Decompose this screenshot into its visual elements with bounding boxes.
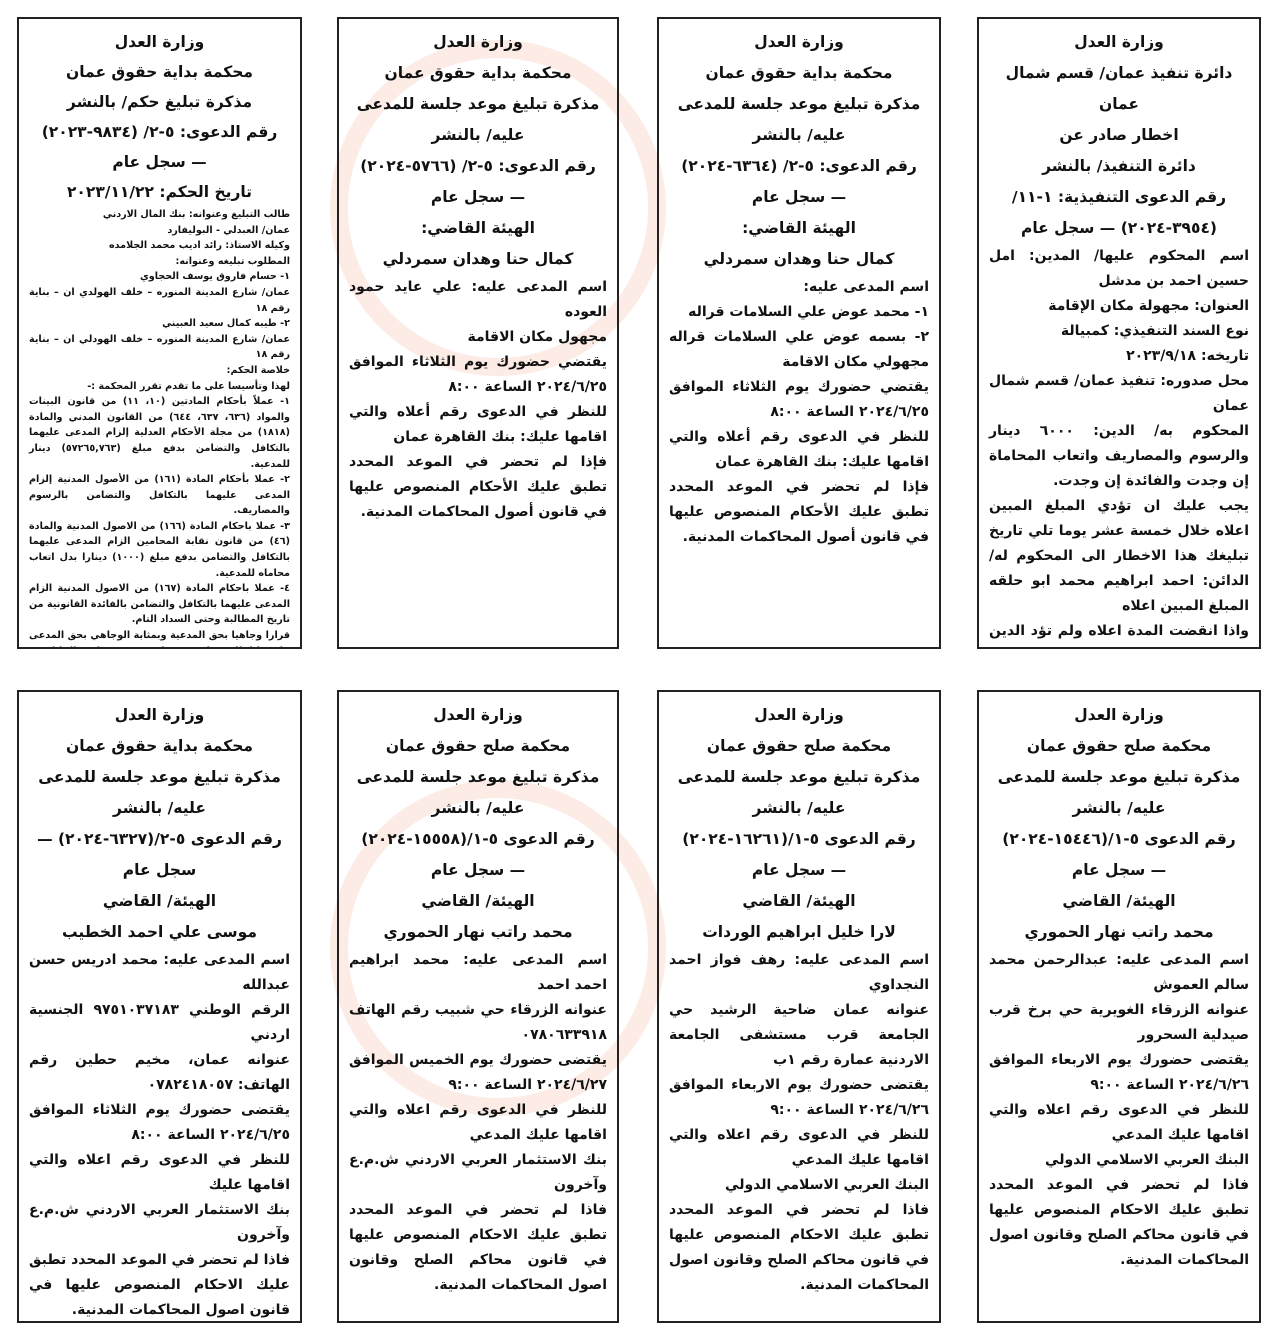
notice-heading-line: مذكرة تبليغ موعد جلسة للمدعى — [356, 768, 600, 786]
notice-heading-line: عليه/ بالنشر — [752, 126, 846, 144]
notice-body-paragraph: طالب التبليغ وعنوانه: بنك المال الاردني — [102, 209, 290, 220]
notice-body-paragraph: للنظر في الدعوى رقم أعلاه والتي اقامها عليك: بنك القاهرة عمان — [349, 404, 607, 445]
notice-heading-line: محكمة بداية حقوق عمان — [705, 64, 893, 82]
notice-heading-line: مذكرة تبليغ موعد جلسة للمدعى — [997, 768, 1241, 786]
notice-heading-line: مذكرة تبليغ موعد جلسة للمدعى — [38, 768, 281, 786]
notice-heading-line: وزارة العدل — [1074, 33, 1164, 51]
notice-body-paragraph: اسم المدعى عليه: محمد ابراهيم احمد احمد — [349, 952, 607, 993]
notice-heading-line: الهيئة/ القاضي — [421, 892, 535, 910]
notice-body-paragraph: البنك العربي الاسلامي الدولي — [1045, 1152, 1249, 1168]
notice-heading-line: — سجل عام — [430, 861, 526, 879]
legal-notice — [977, 17, 1261, 649]
notice-body-paragraph: فاذا لم تحضر في الموعد المحدد تطبق عليك الاحكام المنصوص عليها في قانون محاكم الصلح وقانون اصول المحاكمات المدنية. — [989, 1177, 1249, 1268]
notice-body-paragraph: فاذا لم تحضر في الموعد المحدد تطبق عليك الاحكام المنصوص عليها في قانون محاكم الصلح وقانون اصول المحاكمات المدنية. — [349, 1202, 607, 1293]
notice-body-paragraph: ٤- عملا باحكام المادة (١٦٧) من الاصول المدنية الزام المدعى عليهما بالتكافل والتضامن بالفائدة القانونية من تاريخ المطالبة وحتى السداد التام. — [29, 583, 290, 626]
notice-heading-line: (٣٩٥٤-٢٠٢٤) — سجل عام — [1020, 219, 1217, 237]
legal-notice — [337, 17, 619, 649]
notice-body-paragraph: مجهول مكان الاقامة — [467, 329, 607, 345]
notice-heading-line: محكمة صلح حقوق عمان — [706, 737, 892, 755]
notice-body-paragraph: فإذا لم تحضر في الموعد المحدد تطبق عليك الأحكام المنصوص عليها في قانون أصول المحاكمات المدنية. — [669, 479, 929, 545]
notice-heading-line: الهيئة/ القاضي — [742, 892, 856, 910]
notice-body-paragraph: اسم المدعى عليه: عبدالرحمن محمد سالم العموش — [989, 952, 1249, 993]
notice-heading-line: — سجل عام — [751, 861, 847, 879]
notice-heading-line: لارا خليل ابراهيم الوردات — [702, 923, 896, 941]
notice-heading-line: رقم الدعوى: ٥-٢/ (٥٧٦٦-٢٠٢٤) — [360, 157, 596, 175]
notice-heading-line: سجل عام — [122, 861, 197, 879]
notice-body-paragraph: عنوانه الزرقاء حي شبيب رقم الهاتف ٠٧٨٠٦٣٣٩١٨ — [349, 1002, 607, 1043]
notice-body-paragraph: فاذا لم تحضر في الموعد المحدد تطبق عليك الاحكام المنصوص عليها في قانون محاكم الصلح وقانون اصول المحاكمات المدنية. — [669, 1202, 929, 1293]
notice-heading-line: مذكرة تبليغ موعد جلسة للمدعى — [677, 95, 921, 113]
notice-body-paragraph: بنك الاستثمار العربي الاردني ش.م.ع وآخرون — [29, 1202, 290, 1243]
notice-heading-line: رقم الدعوى ٥-١/(١٥٤٤٦-٢٠٢٤) — [1002, 830, 1236, 848]
notice-body-paragraph: للنظر في الدعوى رقم اعلاه والتي اقامها عليك — [29, 1152, 290, 1193]
notice-body-paragraph: يقتضى حضورك يوم الاربعاء الموافق ٢٠٢٤/٦/٢٦ الساعة ٩:٠٠ — [989, 1052, 1249, 1093]
notice-heading-line: رقم الدعوى: ٥-٢/ (٩٨٣٤-٢٠٢٣) — [41, 123, 278, 141]
notice-body-paragraph: الرقم الوطني ٩٧٥١٠٣٧١٨٣ الجنسية اردني — [29, 1002, 290, 1043]
notice-body-paragraph: فإذا لم تحضر في الموعد المحدد تطبق عليك الأحكام المنصوص عليها في قانون أصول المحاكمات المدنية. — [349, 454, 607, 520]
notice-heading-line: محكمة بداية حقوق عمان — [384, 64, 572, 82]
notice-body-paragraph: المطلوب تبليغه وعنوانه: — [175, 255, 290, 267]
notice-body-paragraph: محل صدوره: تنفيذ عمان/ قسم شمال عمان — [989, 373, 1249, 414]
notice-body-paragraph: فاذا لم تحضر في الموعد المحدد تطبق عليك الاحكام المنصوص عليها في قانون اصول المحاكمات المدنية. — [29, 1252, 290, 1318]
notice-heading-line: الهيئة/ القاضي — [102, 892, 217, 910]
notice-body-paragraph: خلاصة الحكم: — [226, 364, 290, 376]
notice-body-paragraph: للنظر في الدعوى رقم أعلاه والتي اقامها عليك: بنك القاهرة عمان — [669, 429, 929, 470]
notice-heading-line: موسى علي احمد الخطيب — [62, 923, 257, 941]
notice-body-paragraph: يقتضى حضورك يوم الخميس الموافق ٢٠٢٤/٦/٢٧ الساعة ٩:٠٠ — [349, 1052, 607, 1093]
notice-body-paragraph: اسم المحكوم عليها/ المدين: امل حسين احمد بن مدشل — [989, 248, 1249, 289]
notice-heading-line: رقم الدعوى التنفيذية: ١-١١/ — [1011, 188, 1227, 206]
notice-heading-line: رقم الدعوى ٥-١/(١٦٢٦١-٢٠٢٤) — [682, 830, 916, 848]
notice-body-paragraph: للنظر في الدعوى رقم اعلاه والتي اقامها عليك المدعي — [349, 1102, 607, 1143]
notice-body-paragraph: ١- محمد عوض علي السلامات قراله — [688, 304, 929, 320]
notice-heading-line: محمد راتب نهار الحموري — [1024, 923, 1214, 941]
notice-heading-line: — سجل عام — [751, 188, 847, 206]
notice-heading-line: الهيئة القاضي: — [421, 219, 535, 237]
notice-body-paragraph: عنوانه عمان، مخيم حطين رقم الهاتف: ٠٧٨٢٤١٨٠٥٧ — [29, 1052, 290, 1093]
notice-body-paragraph: البنك العربي الاسلامي الدولي — [725, 1177, 929, 1193]
notice-heading-line: عليه/ بالنشر — [431, 126, 525, 144]
notice-body-paragraph: لهذا وتأسيسا على ما تقدم تقرر المحكمة :- — [87, 380, 290, 392]
legal-notice — [657, 690, 941, 1323]
notice-heading-line: محمد راتب نهار الحموري — [383, 923, 573, 941]
notice-heading-line: وزارة العدل — [114, 33, 205, 51]
notice-body-paragraph: ٢- عملا بأحكام المادة (١٦١) من الأصول المدنية إلزام المدعى عليهما بالتكافل والتضامن بالرسوم والمصاريف. — [29, 474, 290, 517]
notice-heading-line: عليه/ بالنشر — [1072, 799, 1166, 817]
notice-body-paragraph: العنوان: مجهولة مكان الإقامة — [1048, 298, 1249, 314]
notice-heading-line: عليه/ بالنشر — [752, 799, 846, 817]
notice-body-paragraph: واذا انقضت المدة اعلاه ولم تؤد الدين — [989, 623, 1249, 639]
notice-heading-line: وزارة العدل — [433, 33, 523, 51]
notice-body-paragraph: تاريخه: ٢٠٢٣/٩/١٨ — [1126, 348, 1249, 364]
notice-body-paragraph: عمان/ العبدلي - البوليفارد — [167, 224, 290, 236]
notice-heading-line: كمال حنا وهدان سمردلي — [382, 250, 574, 268]
legal-notice — [657, 17, 941, 649]
notice-body-paragraph: نوع السند التنفيذي: كمبيالة — [1060, 323, 1249, 339]
legal-notice — [977, 690, 1261, 1323]
notice-heading-line: دائرة التنفيذ/ بالنشر — [1042, 157, 1196, 175]
notice-body-paragraph: يجب عليك ان تؤدي المبلغ المبين اعلاه خلال خمسة عشر يوما تلي تاريخ تبليغك هذا الاخطار الى المحكوم له/ الدائن: احمد ابراهيم محمد ابو حلقه المبلغ المبين اعلاه — [989, 498, 1249, 614]
notice-body-paragraph: يقتضي حضورك يوم الثلاثاء الموافق ٢٠٢٤/٦/٢٥ الساعة ٨:٠٠ — [349, 354, 607, 395]
notice-heading-line: الهيئة/ القاضي — [1062, 892, 1176, 910]
notice-body-paragraph: اسم المدعى عليه: علي عايد حمود العوده — [349, 279, 607, 320]
notice-heading-line: — سجل عام — [112, 153, 207, 171]
notice-heading-line: مذكرة تبليغ حكم/ بالنشر — [66, 93, 253, 111]
notice-heading-line: وزارة العدل — [114, 706, 205, 724]
notice-heading-line: مذكرة تبليغ موعد جلسة للمدعى — [677, 768, 921, 786]
notice-body-paragraph: بنك الاستثمار العربي الاردني ش.م.ع وآخرون — [349, 1152, 607, 1193]
notice-body-paragraph: ٣- عملا باحكام المادة (١٦٦) من الاصول المدنية والمادة (٤٦) من قانون نقابة المحامين الزام المدعى عليهما بالتكافل والتضامن بدفع مبلغ (١٠٠٠) دينارا بدل اتعاب محاماه للمدعية. — [29, 520, 291, 579]
legal-notice — [17, 17, 302, 649]
legal-notice — [17, 690, 302, 1323]
notice-body-paragraph: ١- عملاً بأحكام المادتين (١٠، ١١) من قانون البينات والمواد (٦٣٦، ٦٣٧، ٦٤٤) من القانون المدني والمادة (١٨١٨) من مجلة الأحكام العدلية إلزام المدعى عليهما بالتكافل والتضامن بدفع مبلغ (٥٧٢٦٥,٧٦٣) دينار للمدعية. — [29, 396, 291, 470]
notice-heading-line: وزارة العدل — [1074, 706, 1164, 724]
notice-body-paragraph: للنظر في الدعوى رقم اعلاه والتي اقامها عليك المدعي — [989, 1102, 1249, 1143]
notice-heading-line: دائرة تنفيذ عمان/ قسم شمال عمان — [1005, 64, 1233, 113]
notice-body-paragraph: اسم المدعى عليه: — [803, 279, 929, 295]
notice-heading-line: رقم الدعوى ٥-١/(١٥٥٥٨-٢٠٢٤) — [361, 830, 595, 848]
notice-heading-line: محكمة بداية حقوق عمان — [66, 63, 253, 81]
notice-body-paragraph: قرارا وجاهيا بحق المدعية وبمثابة الوجاهي بحق المدعى — [29, 630, 290, 642]
notice-heading-line: مذكرة تبليغ موعد جلسة للمدعى — [356, 95, 600, 113]
notice-heading-line: الهيئة القاضي: — [742, 219, 856, 237]
notice-heading-line: كمال حنا وهدان سمردلي — [703, 250, 895, 268]
notice-heading-line: تاريخ الحكم: ٢٠٢٣/١١/٢٢ — [66, 183, 253, 201]
notice-heading-line: رقم الدعوى: ٥-٢/ (٦٣٦٤-٢٠٢٤) — [681, 157, 917, 175]
legal-notice — [337, 690, 619, 1323]
notice-body-paragraph: اسم المدعى عليه: رهف فواز احمد النجداوي — [669, 952, 929, 993]
notice-heading-line: وزارة العدل — [433, 706, 523, 724]
notice-heading-line: محكمة صلح حقوق عمان — [385, 737, 571, 755]
notice-body-paragraph: عنوانه عمان ضاحية الرشيد حي الجامعة قرب مستشفى الجامعة الاردنية عمارة رقم ١ب — [669, 1002, 929, 1068]
notice-heading-line: — سجل عام — [430, 188, 526, 206]
notice-heading-line: — سجل عام — [1071, 861, 1167, 879]
notice-body-paragraph: وكيله الاستاذ: رائد اديب محمد الجلامده — [108, 240, 290, 252]
notice-heading-line: محكمة صلح حقوق عمان — [1026, 737, 1212, 755]
notice-heading-line: اخطار صادر عن — [1059, 126, 1179, 144]
notice-body-paragraph: عمان/ شارع المدينة المنوره – خلف الهودلي ان – بناية رقم ١٨ — [29, 333, 290, 361]
notice-body-paragraph: اسم المدعى عليه: محمد ادريس حسن عبدالله — [29, 952, 290, 993]
notice-body-paragraph: يقتضي حضورك يوم الثلاثاء الموافق ٢٠٢٤/٦/٢٥ الساعة ٨:٠٠ — [669, 379, 929, 420]
notice-heading-line: محكمة بداية حقوق عمان — [66, 737, 253, 755]
notice-heading-line: رقم الدعوى ٥-٢/(٦٣٢٧-٢٠٢٤) — — [37, 830, 282, 848]
notice-body-paragraph: يقتضى حضورك يوم الاربعاء الموافق ٢٠٢٤/٦/٢٦ الساعة ٩:٠٠ — [669, 1077, 929, 1118]
notice-body-paragraph: يقتضى حضورك يوم الثلاثاء الموافق ٢٠٢٤/٦/٢٥ الساعة ٨:٠٠ — [29, 1102, 290, 1143]
notice-heading-line: وزارة العدل — [754, 706, 844, 724]
notice-heading-line: عليه/ بالنشر — [113, 799, 206, 817]
notice-body-paragraph: المحكوم به/ الدين: ٦٠٠٠ دينار والرسوم والمصاريف واتعاب المحاماة إن وجدت والفائدة إن وجدت. — [989, 423, 1249, 489]
notice-body-paragraph: ١- حسام فاروق يوسف الحجاوي — [139, 271, 290, 283]
notice-body-paragraph: عنوانه الزرقاء الغويرية حي برخ قرب صيدلية السحرور — [989, 1002, 1249, 1043]
notice-body-paragraph: عمان/ شارع المدينة المنوره – خلف الهولدي ان – بناية رقم ١٨ — [29, 286, 290, 314]
notice-body-paragraph: ٢- بسمه عوض علي السلامات قراله مجهولي مكان الاقامة — [669, 329, 929, 370]
notice-body-paragraph: ٢- طيبه كمال سعيد العبيني — [162, 318, 290, 330]
notice-heading-line: وزارة العدل — [754, 33, 844, 51]
notice-heading-line: عليه/ بالنشر — [431, 799, 525, 817]
notice-body-paragraph: للنظر في الدعوى رقم اعلاه والتي اقامها عليك المدعي — [669, 1127, 929, 1168]
